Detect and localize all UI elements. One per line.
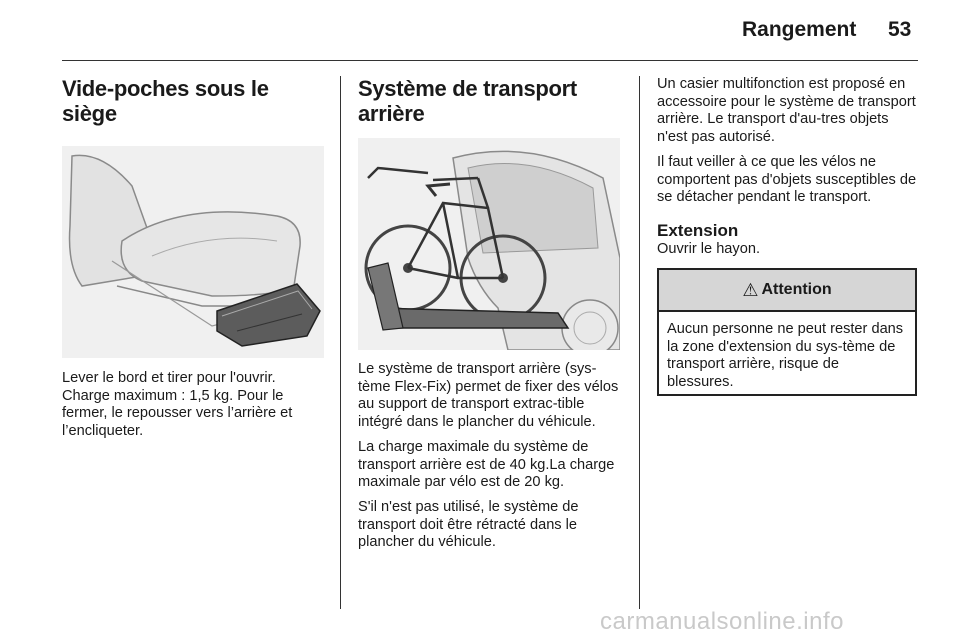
warning-title: Attention (761, 281, 832, 298)
accessory-box-text: Un casier multifonction est proposé en accessoire pour le système de transport arrière. Le transport d'au-tres objets n'est pas autorisé. (657, 76, 916, 146)
warning-text: Aucun personne ne peut rester dans la zone d'extension du sys-tème de transport arrière, risque de blessures. (667, 321, 904, 391)
warning-triangle-icon: ⚠ (742, 279, 759, 300)
column-2 (358, 76, 626, 559)
under-seat-tray-heading: Vide-poches sous le siège (62, 76, 269, 126)
extension-text: Ouvrir le hayon. (657, 240, 761, 257)
watermark: carmanualsonline.info (600, 608, 844, 635)
column-3 (657, 76, 921, 266)
under-seat-tray-illustration (62, 146, 324, 358)
rear-carrier-intro: Le système de transport arrière (sys-tème Flex-Fix) permet de fixer des vélos au support de transport extrac-tible intégré dans le plancher du véhicule. (358, 361, 619, 431)
warning-box (657, 268, 917, 396)
rear-carrier-illustration (358, 138, 620, 350)
page-number: 53 (888, 18, 912, 41)
rear-carrier-retract: S'il n'est pas utilisé, le système de transport doit être rétracté dans le plancher du véhicule. (358, 498, 579, 551)
rear-carrier-heading: Système de transport arrière (358, 76, 577, 126)
column-1 (62, 76, 327, 448)
rear-carrier-load: La charge maximale du système de transport arrière est de 40 kg.La charge maximale par vélo est de 20 kg. (358, 438, 615, 491)
page-header (0, 18, 960, 48)
loose-objects-text: Il faut veiller à ce que les vélos ne comportent pas d'objets susceptibles de se détacher pendant le transport. (657, 153, 917, 206)
warning-header (659, 270, 915, 312)
under-seat-tray-text: Lever le bord et tirer pour l'ouvrir. Charge maximum : 1,5 kg. Pour le fermer, le repousser vers l’arrière et l’encliqueter. (62, 370, 293, 440)
header-divider (62, 60, 918, 61)
column-divider-1 (340, 76, 341, 609)
section-title: Rangement (742, 18, 857, 41)
column-divider-2 (639, 76, 640, 609)
extension-subheading: Extension (657, 220, 739, 240)
